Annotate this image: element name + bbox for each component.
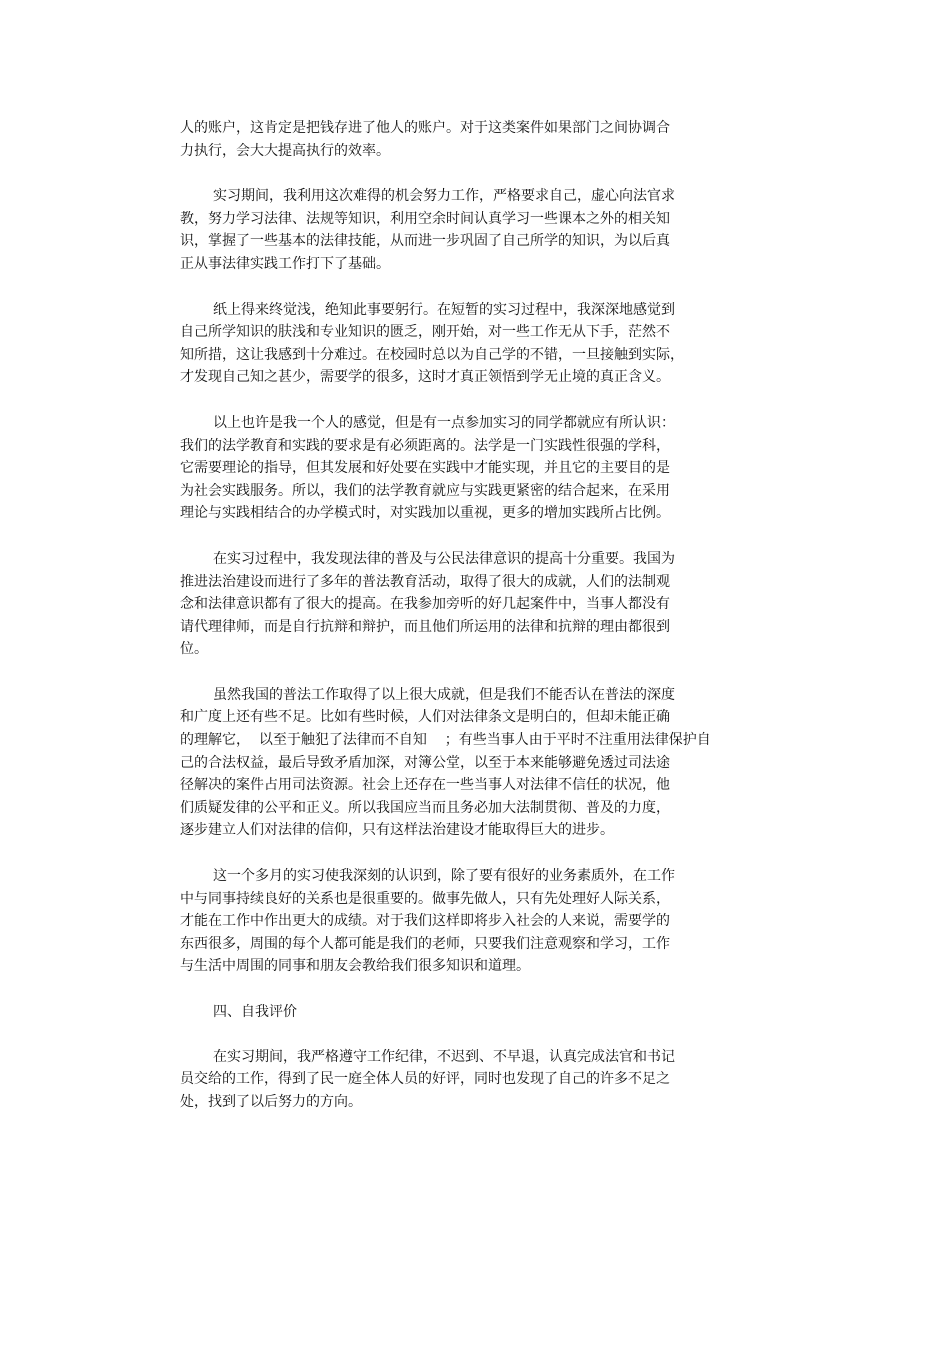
text-line: 纸上得来终觉浅，绝知此事要躬行。在短暂的实习过程中，我深深地感觉到 [213, 301, 675, 318]
text-line: 识，掌握了一些基本的法律技能，从而进一步巩固了自己所学的知识，为以后真 [180, 233, 670, 250]
text-line: 虽然我国的普法工作取得了以上很大成就，但是我们不能否认在普法的深度 [213, 686, 675, 703]
text-line: 推进法治建设而进行了多年的普法教育活动，取得了很大的成就，人们的法制观 [180, 573, 670, 590]
text-line: 以上也许是我一个人的感觉，但是有一点参加实习的同学都就应有所认识： [213, 414, 675, 431]
text-line: 处，找到了以后努力的方向。 [180, 1093, 362, 1110]
text-line: 在实习过程中，我发现法律的普及与公民法律意识的提高十分重要。我国为 [213, 550, 675, 567]
text-line: 才发现自己知之甚少，需要学的很多，这时才真正领悟到学无止境的真正含义。 [180, 369, 670, 386]
text-line: 和广度上还有些不足。比如有些时候，人们对法律条文是明白的，但却未能正确 [180, 709, 670, 726]
paragraph-4 [180, 412, 740, 525]
text-line: 们质疑发律的公平和正义。所以我国应当而且务必加大法制贯彻、普及的力度， [180, 799, 670, 816]
paragraph-5 [180, 548, 740, 661]
text-line: 知所措，这让我感到十分难过。在校园时总以为自己学的不错，一旦接触到实际， [180, 346, 684, 363]
text-line: 人的账户，这肯定是把钱存进了他人的账户。对于这类案件如果部门之间协调合 [180, 120, 670, 136]
text-line: 理论与实践相结合的办学模式时，对实践加以重视，更多的增加实践所占比例。 [180, 505, 670, 522]
paragraph-6 [180, 684, 740, 842]
text-line: 力执行，会大大提高执行的效率。 [180, 142, 390, 159]
text-line: 实习期间，我利用这次难得的机会努力工作，严格要求自己，虚心向法官求 [213, 188, 675, 205]
text-line: 与生活中周围的同事和朋友会教给我们很多知识和道理。 [180, 958, 530, 975]
text-line: 教，努力学习法律、法规等知识，利用空余时间认真学习一些课本之外的相关知 [180, 210, 670, 227]
text-line: 正从事法律实践工作打下了基础。 [180, 255, 390, 272]
section-heading-text: 四、自我评价 [213, 1004, 297, 1020]
document-body [180, 117, 740, 1136]
text-line: 我们的法学教育和实践的要求是有必须距离的。法学是一门实践性很强的学科， [180, 437, 670, 454]
text-line: 东西很多，周围的每个人都可能是我们的老师，只要我们注意观察和学习，工作 [180, 935, 670, 952]
paragraph-final [180, 1046, 740, 1114]
paragraph-7 [180, 865, 740, 978]
text-line: 员交给的工作，得到了民一庭全体人员的好评，同时也发现了自己的许多不足之 [180, 1071, 670, 1088]
text-line: 念和法律意识都有了很大的提高。在我参加旁听的好几起案件中，当事人都没有 [180, 596, 670, 613]
text-line: 位。 [180, 641, 208, 658]
text-line: 请代理律师，而是自行抗辩和辩护，而且他们所运用的法律和抗辩的理由都很到 [180, 618, 670, 635]
paragraph-1 [180, 117, 740, 162]
text-line: 自己所学知识的肤浅和专业知识的匮乏，刚开始，对一些工作无从下手，茫然不 [180, 324, 670, 341]
text-line: 己的合法权益，最后导致矛盾加深，对簿公堂，以至于本来能够避免透过司法途 [180, 754, 670, 771]
paragraph-2 [180, 185, 740, 275]
text-line: 中与同事持续良好的关系也是很重要的。做事先做人，只有先处理好人际关系， [180, 890, 670, 907]
paragraph-3 [180, 299, 740, 389]
text-line: 为社会实践服务。所以，我们的法学教育就应与实践更紧密的结合起来，在采用 [180, 482, 670, 499]
text-line: 它需要理论的指导，但其发展和好处要在实践中才能实现，并且它的主要目的是 [180, 460, 670, 477]
text-line: 逐步建立人们对法律的信仰，只有这样法治建设才能取得巨大的进步。 [180, 822, 614, 839]
text-line: 在实习期间，我严格遵守工作纪律，不迟到、不早退，认真完成法官和书记 [213, 1048, 675, 1065]
text-line: 这一个多月的实习使我深刻的认识到，除了要有很好的业务素质外，在工作 [213, 868, 675, 885]
text-line: 才能在工作中作出更大的成绩。对于我们这样即将步入社会的人来说，需要学的 [180, 913, 670, 930]
section-heading [180, 1001, 740, 1024]
text-line: 的理解它， 以至于触犯了法律而不自知 ；有些当事人由于平时不注重用法律保护自 [180, 732, 711, 749]
text-line: 径解决的案件占用司法资源。社会上还存在一些当事人对法律不信任的状况，他 [180, 777, 670, 794]
